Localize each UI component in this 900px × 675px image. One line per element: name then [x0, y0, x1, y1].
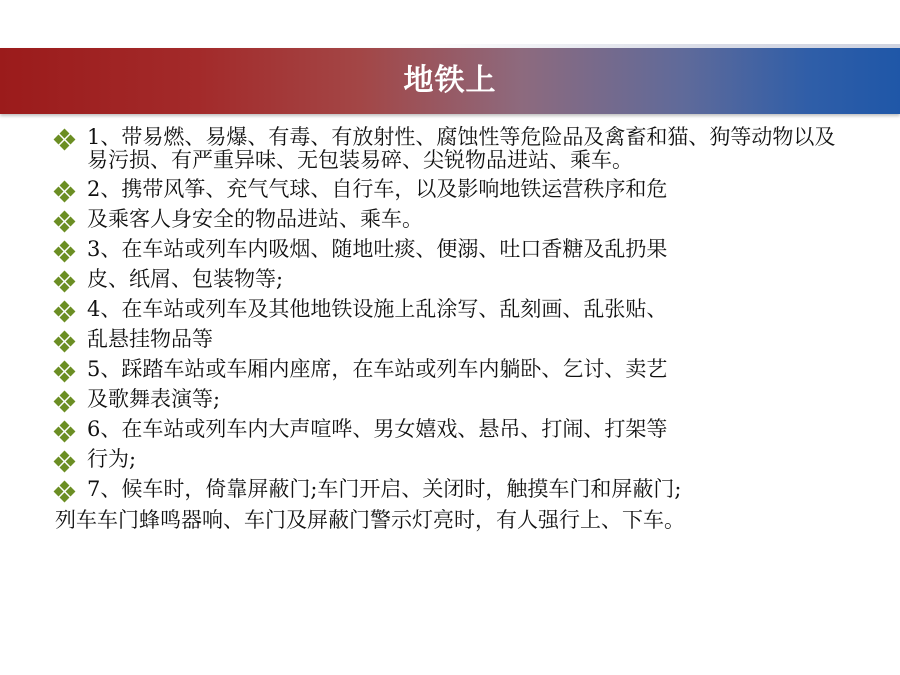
list-item: [55, 358, 885, 382]
diamond-cluster-icon: [55, 182, 75, 202]
list-item: [55, 328, 885, 352]
list-item: [55, 478, 885, 502]
diamond-cluster-icon: [55, 422, 75, 442]
list-item: [55, 268, 885, 292]
list-item: [55, 126, 885, 172]
slide-title: 地铁上: [403, 63, 497, 98]
list-item: [55, 448, 885, 472]
list-item: [55, 208, 885, 232]
list-item: [55, 298, 885, 322]
diamond-cluster-icon: [55, 332, 75, 352]
list-item-text: 及歌舞表演等;: [87, 387, 221, 411]
list-item-text: 3、在车站或列车内吸烟、随地吐痰、便溺、吐口香糖及乱扔果: [87, 237, 668, 261]
list-item-text: 行为;: [87, 447, 137, 471]
list-item-text: 4、在车站或列车及其他地铁设施上乱涂写、乱刻画、乱张贴、: [87, 297, 668, 321]
list-item: [55, 238, 885, 262]
rules-list: [55, 126, 885, 532]
list-item-text: 及乘客人身安全的物品进站、乘车。: [87, 207, 423, 231]
list-item-text: 7、候车时，倚靠屏蔽门;车门开启、关闭时，触摸车门和屏蔽门;: [87, 477, 682, 501]
diamond-cluster-icon: [55, 130, 75, 150]
diamond-cluster-icon: [55, 302, 75, 322]
title-banner: [0, 48, 900, 114]
trailing-text-line: 列车车门蜂鸣器响、车门及屏蔽门警示灯亮时，有人强行上、下车。: [55, 508, 685, 532]
diamond-cluster-icon: [55, 392, 75, 412]
list-item-text: 5、踩踏车站或车厢内座席，在车站或列车内躺卧、乞讨、卖艺: [87, 357, 668, 381]
diamond-cluster-icon: [55, 452, 75, 472]
list-item-text: 2、携带风筝、充气气球、自行车，以及影响地铁运营秩序和危: [87, 177, 668, 201]
diamond-cluster-icon: [55, 212, 75, 232]
list-item: [55, 178, 885, 202]
diamond-cluster-icon: [55, 362, 75, 382]
diamond-cluster-icon: [55, 242, 75, 262]
list-item-text: 6、在车站或列车内大声喧哗、男女嬉戏、悬吊、打闹、打架等: [87, 417, 668, 441]
list-item-text: 皮、纸屑、包装物等;: [87, 267, 284, 291]
diamond-cluster-icon: [55, 272, 75, 292]
list-item: [55, 418, 885, 442]
list-item-text: 乱悬挂物品等: [87, 327, 213, 351]
list-item: [55, 388, 885, 412]
diamond-cluster-icon: [55, 482, 75, 502]
list-item-text: 1、带易燃、易爆、有毒、有放射性、腐蚀性等危险品及禽畜和猫、狗等动物以及易污损、有严重异味、无包装易碎、尖锐物品进站、乘车。: [87, 125, 836, 172]
